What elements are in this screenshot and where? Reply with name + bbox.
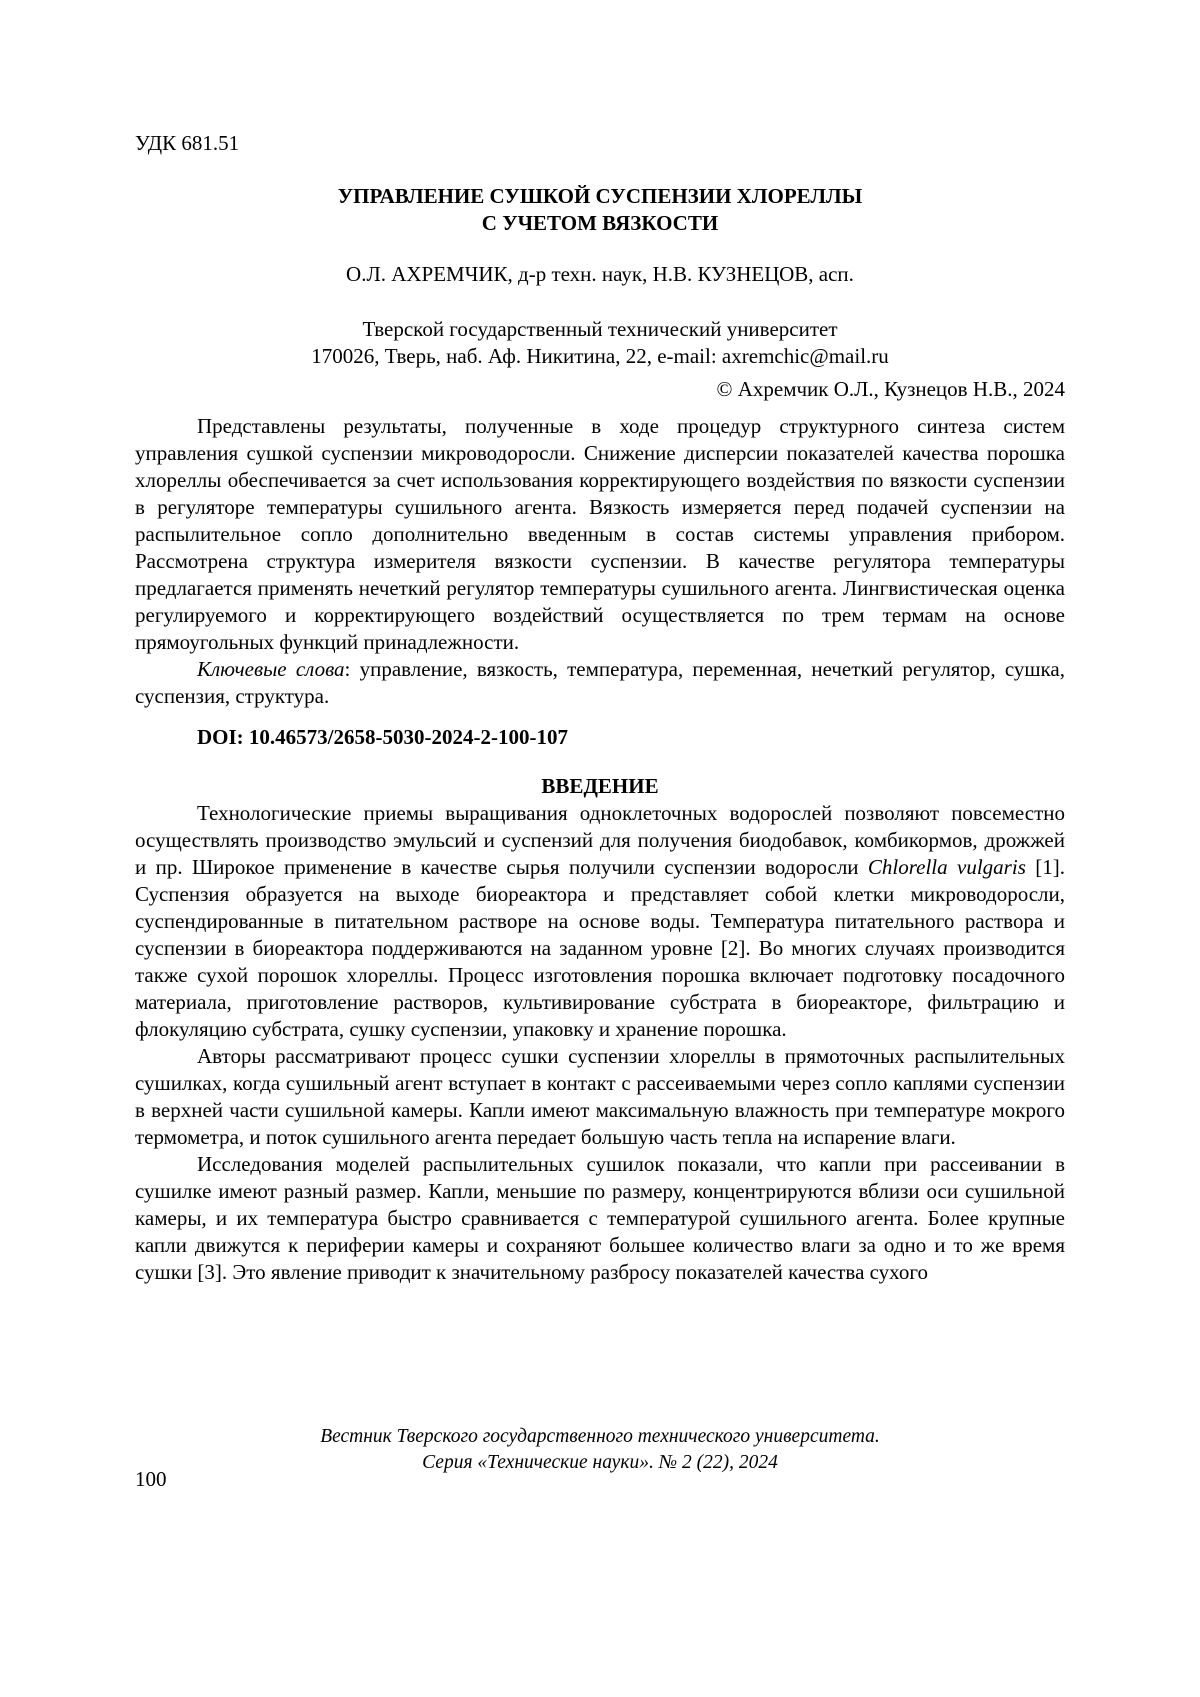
affiliation-block — [135, 316, 1065, 370]
udc-code: УДК 681.51 — [135, 131, 240, 155]
footer-line-2: Серия «Технические науки». № 2 (22), 2024 — [422, 1452, 778, 1473]
journal-footer — [0, 1424, 1200, 1476]
page-number: 100 — [135, 1467, 167, 1491]
authors-line: О.Л. АХРЕМЧИК, д-р техн. наук, Н.В. КУЗНЕЦОВ, асп. — [346, 262, 854, 286]
footer-line-1: Вестник Тверского государственного технического университета. — [320, 1426, 880, 1447]
intro-paragraph-3: Исследования моделей распылительных сушилок показали, что капли при рассеивании в сушилке имеют разный размер. Капли, меньшие по размеру, концентрируются вблизи оси сушильной камеры, и их температура быстро сравнивается с температурой сушильного агента. Более крупные капли движутся к периферии камеры и сохраняют большее количество влаги за одно и то же время сушки [3]. Это явление приводит к значительному разбросу показателей качества сухого — [135, 1152, 1065, 1284]
species-name: Chlorella vulgaris — [867, 855, 1026, 879]
section-heading-introduction: ВВЕДЕНИЕ — [541, 774, 659, 798]
keywords-paragraph — [135, 656, 1065, 710]
page-content — [135, 130, 1065, 1286]
copyright-notice: © Ахремчик О.Л., Кузнецов Н.В., 2024 — [716, 377, 1065, 401]
intro-paragraph-1 — [135, 800, 1065, 1043]
affiliation-line-1: Тверской государственный технический университет — [362, 317, 838, 341]
keywords-label: Ключевые слова — [197, 657, 345, 681]
article-title-line-2: С УЧЕТОМ ВЯЗКОСТИ — [481, 211, 719, 235]
affiliation-line-2: 170026, Тверь, наб. Аф. Никитина, 22, e-mail: axremchic@mail.ru — [311, 344, 889, 368]
intro-paragraph-2: Авторы рассматривают процесс сушки суспензии хлореллы в прямоточных распылительных сушилках, когда сушильный агент вступает в контакт с рассеиваемыми через сопло каплями суспензии в верхней части сушильной камеры. Капли имеют максимальную влажность при температуре мокрого термометра, и поток сушильного агента передает большую часть тепла на испарение влаги. — [135, 1044, 1065, 1149]
keywords-text: : управление, вязкость, температура, переменная, нечеткий регулятор, сушка, суспензия, структура. — [135, 657, 1065, 708]
article-title — [135, 183, 1065, 237]
article-title-line-1: УПРАВЛЕНИЕ СУШКОЙ СУСПЕНЗИИ ХЛОРЕЛЛЫ — [337, 184, 863, 208]
intro-p1-text-b: [1]. Суспензия образуется на выходе биореактора и представляет собой клетки микроводоросли, суспендированные в питательном растворе на основе воды. Температура питательного раствора и суспензии в биореактора поддерживаются на заданном уровне [2]. Во многих случаях производится также сухой порошок хлореллы. Процесс изготовления порошка включает подготовку посадочного материала, приготовление растворов, культивирование субстрата в биореакторе, фильтрацию и флокуляцию субстрата, сушку суспензии, упаковку и хранение порошка. — [135, 855, 1065, 1041]
intro-p1-text-a: Технологические приемы выращивания одноклеточных водорослей позволяют повсеместно осуществлять производство эмульсий и суспензий для получения биодобавок, комбикормов, дрожжей и пр. Широкое применение в качестве сырья получили суспензии водоросли — [135, 801, 1065, 879]
abstract-paragraph: Представлены результаты, полученные в ходе процедур структурного синтеза систем управления сушкой суспензии микроводоросли. Снижение дисперсии показателей качества порошка хлореллы обеспечивается за счет использования корректирующего воздействия по вязкости суспензии в регуляторе температуры сушильного агента. Вязкость измеряется перед подачей суспензии на распылительное сопло дополнительно введенным в состав системы управления прибором. Рассмотрена структура измерителя вязкости суспензии. В качестве регулятора температуры предлагается применять нечеткий регулятор температуры сушильного агента. Лингвистическая оценка регулируемого и корректирующего воздействий осуществляется по трем термам на основе прямоугольных функций принадлежности. — [135, 414, 1065, 654]
doi-line: DOI: 10.46573/2658-5030-2024-2-100-107 — [197, 725, 568, 749]
